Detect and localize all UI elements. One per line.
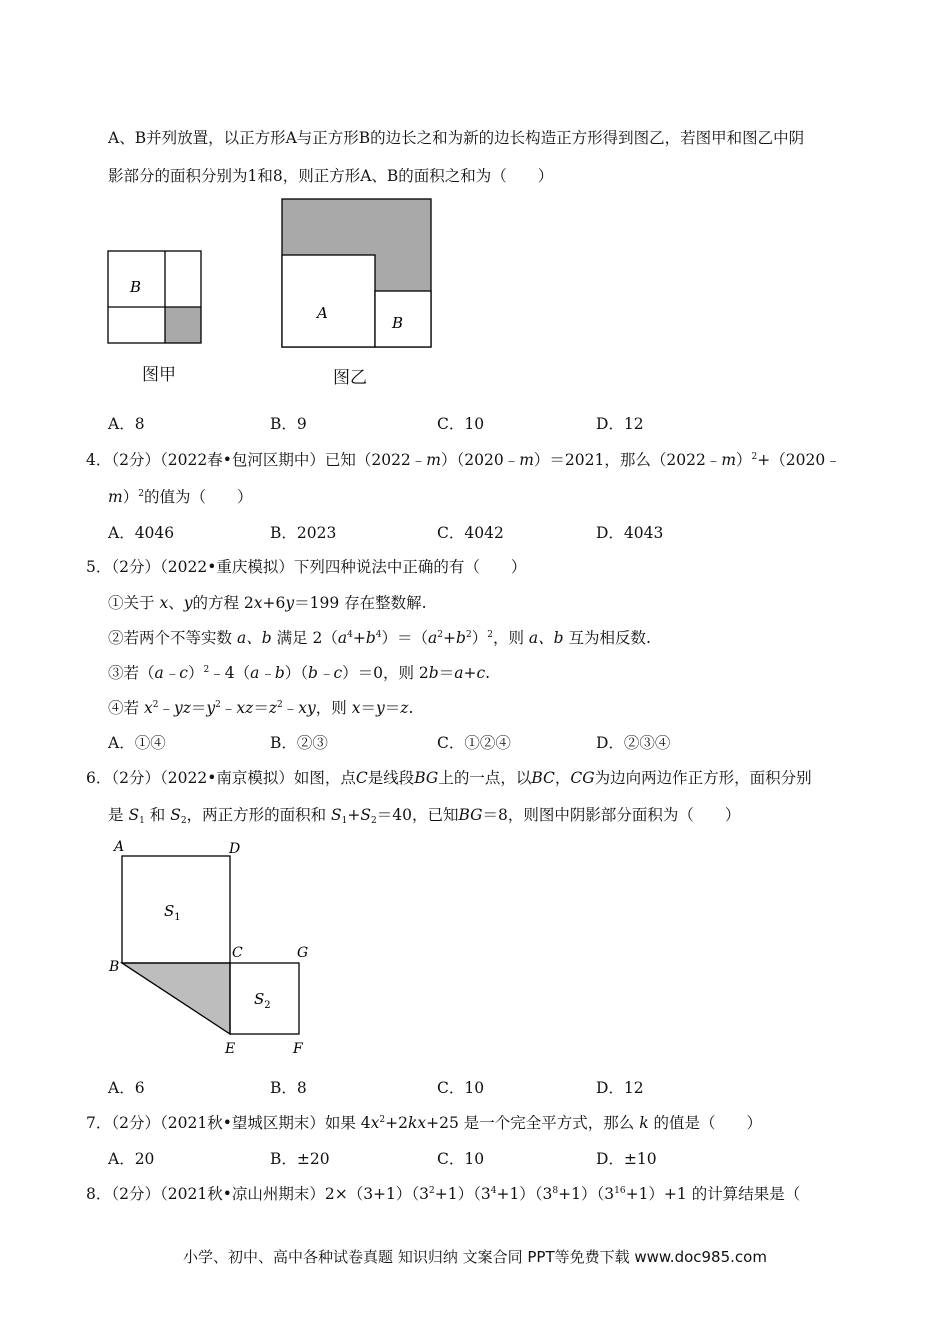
q6-stem-line1: 6．（2分）（2022•南京模拟）如图，点C是线段BG上的一点，以BC，CG为边向两边作正方形，面积分别 [86, 769, 812, 787]
q4-option-d[interactable]: D．4043 [596, 524, 664, 542]
figure-jia [100, 245, 210, 350]
fig-jia-label-B: B [130, 278, 142, 296]
q3-option-b[interactable]: B．9 [270, 415, 307, 433]
q7-option-b[interactable]: B．±20 [270, 1150, 330, 1168]
page-footer: 小学、初中、高中各种试卷真题 知识归纳 文案合同 PPT等免费下载 www.doc985.com [183, 1248, 767, 1266]
q5-statement-2: ②若两个不等实数 a、b 满足 $2(a^4+b^4)=(a^2+b^2)^2$，则 a、b 互为相反数. [108, 629, 651, 647]
q6-option-b[interactable]: B．8 [270, 1079, 307, 1097]
q5-option-d[interactable]: D．②③④ [596, 734, 671, 752]
q6-option-d[interactable]: D．12 [596, 1079, 644, 1097]
q5-option-b[interactable]: B．②③ [270, 734, 328, 752]
q7-option-a[interactable]: A．20 [108, 1150, 155, 1168]
q5-stem: 5．（2分）（2022•重庆模拟）下列四种说法中正确的有（ ） [86, 558, 527, 576]
q5-option-a[interactable]: A．①④ [108, 734, 166, 752]
q6-figure [105, 836, 325, 1061]
q5-statement-3: ③若（a﹣c）$^2$﹣4（a﹣b）（b﹣c）＝0，则 2b＝a+c. [108, 664, 491, 682]
q5-statement-1: ①关于 x、y的方程 2x+6y＝199 存在整数解. [108, 594, 427, 612]
fig-yi-caption: 图乙 [333, 368, 367, 388]
fig-yi-square-A [282, 255, 375, 347]
q3-option-d[interactable]: D．12 [596, 415, 644, 433]
q6-square-S2 [230, 963, 299, 1034]
q6-option-c[interactable]: C．10 [437, 1079, 485, 1097]
figure-yi [275, 192, 440, 354]
fig-jia-shaded-square [165, 307, 201, 343]
q6-stem-line2: 是 $S_1$ 和 $S_2$，两正方形的面积和 $S_1+S_2=40$，已知BG＝8，则图中阴影部分面积为（ ） [108, 806, 741, 826]
q6-label-G: G [297, 945, 309, 961]
q6-shaded-triangle [122, 963, 230, 1034]
fig-yi-label-B: B [392, 314, 404, 332]
q5-statement-4: ④若 $x^2﹣yz=y^2﹣xz=z^2﹣xy$，则 x＝y＝z. [108, 699, 414, 717]
q3-option-c[interactable]: C．10 [437, 415, 485, 433]
q6-square-S1 [122, 856, 230, 963]
q6-label-S2: $S_2$ [254, 990, 271, 1011]
q3-stem-line1: A、B并列放置，以正方形A与正方形B的边长之和为新的边长构造正方形得到图乙，若图甲和图乙中阴 [108, 129, 805, 147]
q7-option-c[interactable]: C．10 [437, 1150, 485, 1168]
q6-label-S1: $S_1$ [164, 902, 181, 923]
q3-stem-line2: 影部分的面积分别为1和8，则正方形A、B的面积之和为（ ） [108, 167, 554, 185]
q7-stem: 7．（2分）（2021秋•望城区期末）如果 $4x^2+2kx+25$ 是一个完全平方式，那么 k 的值是（ ） [86, 1114, 763, 1132]
q7-option-d[interactable]: D．±10 [596, 1150, 657, 1168]
q4-stem-line1: 4．（2分）（2022春•包河区期中）已知（2022﹣m）（2020﹣m）＝2021，那么（2022﹣m）$^2$+（2020﹣ [86, 451, 841, 469]
q3-option-a[interactable]: A．8 [108, 415, 145, 433]
q8-stem: 8．（2分）（2021秋•凉山州期末）$2\times(3+1)(3^2+1)(3^4+1)(3^8+1)(3^{16}+1)+1$ 的计算结果是（ [86, 1185, 801, 1203]
q4-option-a[interactable]: A．4046 [108, 524, 175, 542]
q4-option-c[interactable]: C．4042 [437, 524, 504, 542]
q6-label-C: C [232, 945, 243, 961]
q4-stem-line2: m）$^2$的值为（ ） [108, 488, 253, 506]
q5-option-c[interactable]: C．①②④ [437, 734, 511, 752]
q6-label-D: D [229, 841, 241, 857]
fig-jia-caption: 图甲 [142, 365, 176, 385]
q6-option-a[interactable]: A．6 [108, 1079, 145, 1097]
fig-yi-label-A: A [317, 304, 328, 322]
q6-label-B: B [109, 959, 120, 975]
q6-label-A: A [114, 839, 125, 855]
q6-label-E: E [225, 1041, 236, 1057]
q4-option-b[interactable]: B．2023 [270, 524, 337, 542]
q6-label-F: F [293, 1041, 303, 1057]
